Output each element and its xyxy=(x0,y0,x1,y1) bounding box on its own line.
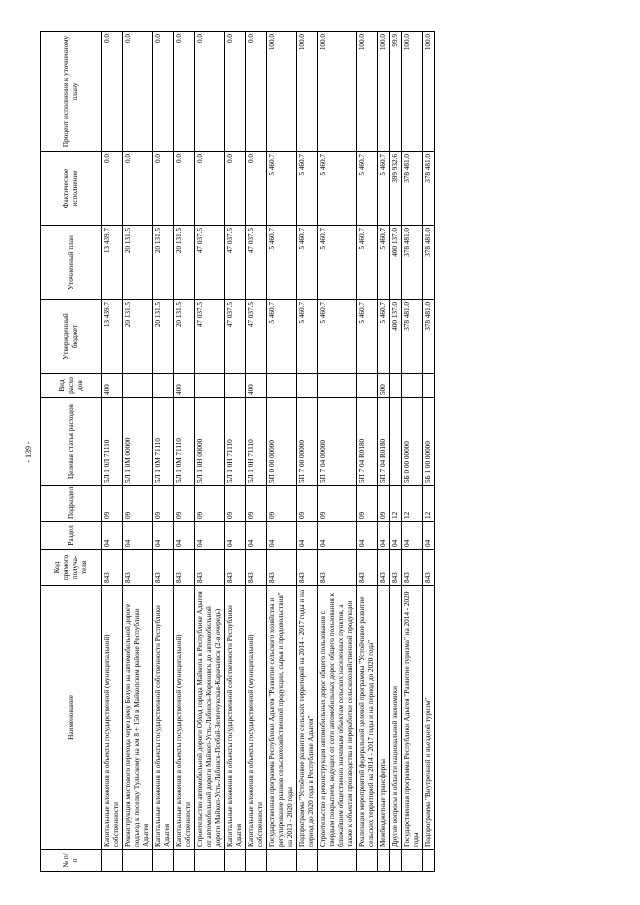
cell-target: 5Л 1 0Н 71110 xyxy=(246,398,267,486)
cell-refined: 378 481.0 xyxy=(402,226,423,300)
cell-approved: 400 137.0 xyxy=(390,300,402,374)
cell-code: 843 xyxy=(153,550,174,586)
cell-name: Межбюджетные трансферты xyxy=(378,586,390,850)
cell-subsection: 09 xyxy=(123,486,153,522)
cell-section: 04 xyxy=(378,522,390,550)
col-header-type: Вид расхо дов xyxy=(41,374,102,398)
cell-target: 5Л 1 0Н 00000 xyxy=(195,398,225,486)
table-header-row xyxy=(41,32,102,872)
table-row xyxy=(318,32,357,872)
cell-actual: 0.0 xyxy=(225,152,246,226)
cell-approved: 5 460.7 xyxy=(357,300,378,374)
table-row xyxy=(402,32,423,872)
table-row xyxy=(174,32,195,872)
cell-subsection: 09 xyxy=(378,486,390,522)
cell-name: Капитальные вложения в объекты государственной (муниципальной) собственности xyxy=(246,586,267,850)
cell-percent: 100.0 xyxy=(357,32,378,152)
cell-code: 843 xyxy=(297,550,318,586)
cell-subsection: 09 xyxy=(174,486,195,522)
cell-name: Капитальные вложения в объекты государственной (муниципальной) собственности xyxy=(102,586,123,850)
cell-subsection: 09 xyxy=(267,486,297,522)
cell-approved: 5 460.7 xyxy=(378,300,390,374)
cell-actual: 0.0 xyxy=(123,152,153,226)
table-row xyxy=(102,32,123,872)
rotated-content xyxy=(24,32,600,872)
cell-actual: 0.0 xyxy=(174,152,195,226)
cell-section: 04 xyxy=(390,522,402,550)
cell-section: 04 xyxy=(174,522,195,550)
cell-section: 04 xyxy=(225,522,246,550)
cell-subsection: 09 xyxy=(153,486,174,522)
cell-target: 5Л 1 0М 71110 xyxy=(174,398,195,486)
cell-approved: 13 439.7 xyxy=(102,300,123,374)
cell-actual: 0.0 xyxy=(102,152,123,226)
col-header-approved: Утвержденный бюджет xyxy=(41,300,102,374)
cell-name: Подпрограмма "Внутренний и въездной туризм" xyxy=(423,586,435,850)
cell-section: 04 xyxy=(246,522,267,550)
cell-target: 5П 7 04 R0180 xyxy=(357,398,378,486)
cell-percent: 0.0 xyxy=(123,32,153,152)
cell-code: 843 xyxy=(195,550,225,586)
cell-name: Капитальные вложения в объекты государственной собственности Республики Адыгея xyxy=(225,586,246,850)
cell-actual: 0.0 xyxy=(246,152,267,226)
cell-target: 5Л 1 0М 00000 xyxy=(123,398,153,486)
cell-n xyxy=(195,850,225,872)
table-row xyxy=(378,32,390,872)
cell-type: 400 xyxy=(246,374,267,398)
cell-refined: 13 439.7 xyxy=(102,226,123,300)
table-row xyxy=(390,32,402,872)
cell-name: Капитальные вложения в объекты государственной собственности Республики Адыгея xyxy=(153,586,174,850)
cell-target: 5П 7 04 R0180 xyxy=(378,398,390,486)
cell-n xyxy=(378,850,390,872)
cell-subsection: 09 xyxy=(357,486,378,522)
cell-percent: 99.9 xyxy=(390,32,402,152)
cell-refined: 5 460.7 xyxy=(357,226,378,300)
cell-name: Реализация мероприятий федеральной целевой программы "Устойчивое развитие сельских территорий на 2014 - 2017 годы и на период до 2020 года" xyxy=(357,586,378,850)
cell-target xyxy=(390,398,402,486)
cell-type xyxy=(225,374,246,398)
cell-refined: 5 460.7 xyxy=(267,226,297,300)
table-row xyxy=(153,32,174,872)
cell-approved: 5 460.7 xyxy=(318,300,357,374)
cell-refined: 5 460.7 xyxy=(378,226,390,300)
cell-section: 04 xyxy=(318,522,357,550)
cell-section: 04 xyxy=(402,522,423,550)
cell-section: 04 xyxy=(195,522,225,550)
cell-refined: 5 460.7 xyxy=(297,226,318,300)
cell-refined: 20 131.5 xyxy=(174,226,195,300)
cell-type xyxy=(123,374,153,398)
budget-table xyxy=(40,31,435,872)
cell-refined: 400 137.0 xyxy=(390,226,402,300)
cell-n xyxy=(102,850,123,872)
cell-name: Подпрограмма "Устойчивое развитие сельских территорий на 2014 - 2017 годы и на период до 2020 года в Республике Адыгея" xyxy=(297,586,318,850)
cell-name: Строительство автомобильной дороги Обход города Майкопа в Республике Адыгея от автомобильной дороги Майкоп-Усть-Лабинск-Кореновск до автомобильной дороги Майкоп-Усть-Лабинск-Псебай-Зеленчукская-Карачаевск (2-я очередь) xyxy=(195,586,225,850)
col-header-section: Раздел xyxy=(41,522,102,550)
cell-code: 843 xyxy=(378,550,390,586)
cell-section: 04 xyxy=(153,522,174,550)
cell-n xyxy=(318,850,357,872)
col-header-name: Наименование xyxy=(41,586,102,850)
cell-n xyxy=(423,850,435,872)
cell-percent: 100.0 xyxy=(267,32,297,152)
cell-code: 843 xyxy=(102,550,123,586)
cell-subsection: 09 xyxy=(318,486,357,522)
col-header-subsection: Подраздел xyxy=(41,486,102,522)
cell-code: 843 xyxy=(357,550,378,586)
cell-refined: 47 037.5 xyxy=(225,226,246,300)
table-row xyxy=(357,32,378,872)
cell-actual: 378 481.0 xyxy=(402,152,423,226)
cell-n xyxy=(246,850,267,872)
cell-name: Государственная программа Республики Адыгея "Развитие туризма" на 2014 - 2020 годы xyxy=(402,586,423,850)
table-body xyxy=(102,32,435,872)
col-header-percent: Процент исполнения к уточненному плану xyxy=(41,32,102,152)
cell-n xyxy=(267,850,297,872)
cell-actual: 0.0 xyxy=(153,152,174,226)
cell-code: 843 xyxy=(225,550,246,586)
cell-target: 5П 7 04 00000 xyxy=(318,398,357,486)
cell-subsection: 09 xyxy=(297,486,318,522)
cell-section: 04 xyxy=(423,522,435,550)
cell-n xyxy=(390,850,402,872)
cell-percent: 0.0 xyxy=(102,32,123,152)
cell-type xyxy=(357,374,378,398)
cell-name: Строительство и реконструкция автомобильных дорог общего пользования с твердым покрытием, ведущих от сети автомобильных дорог общего пользования к ближайшим общественно значимым объектам сельских населенных пунктов, а также к объектам производства и переработки сельскохозяйственной продукции xyxy=(318,586,357,850)
cell-target: 5П 0 00 00000 xyxy=(267,398,297,486)
cell-type xyxy=(153,374,174,398)
cell-percent: 100.0 xyxy=(423,32,435,152)
cell-target: 5Л 1 0Н 71110 xyxy=(225,398,246,486)
cell-approved: 20 131.5 xyxy=(153,300,174,374)
cell-actual: 0.0 xyxy=(195,152,225,226)
cell-actual: 5 460.7 xyxy=(318,152,357,226)
cell-name: Капитальные вложения в объекты государственной (муниципальной) собственности xyxy=(174,586,195,850)
cell-subsection: 09 xyxy=(246,486,267,522)
cell-type xyxy=(195,374,225,398)
cell-section: 04 xyxy=(102,522,123,550)
cell-type: 400 xyxy=(102,374,123,398)
cell-percent: 100.0 xyxy=(318,32,357,152)
cell-type: 500 xyxy=(378,374,390,398)
cell-type xyxy=(297,374,318,398)
cell-approved: 20 131.5 xyxy=(123,300,153,374)
cell-approved: 5 460.7 xyxy=(297,300,318,374)
col-header-refined: Уточненный план xyxy=(41,226,102,300)
cell-percent: 0.0 xyxy=(174,32,195,152)
cell-type xyxy=(402,374,423,398)
cell-actual: 5 460.7 xyxy=(357,152,378,226)
cell-target: 5Л 1 0Л 71110 xyxy=(102,398,123,486)
col-header-code: Код прямого получа-теля xyxy=(41,550,102,586)
table-row xyxy=(195,32,225,872)
cell-type: 400 xyxy=(174,374,195,398)
cell-code: 843 xyxy=(267,550,297,586)
cell-refined: 5 460.7 xyxy=(318,226,357,300)
cell-subsection: 12 xyxy=(390,486,402,522)
cell-code: 843 xyxy=(318,550,357,586)
cell-percent: 0.0 xyxy=(153,32,174,152)
cell-refined: 47 037.5 xyxy=(246,226,267,300)
table-row xyxy=(297,32,318,872)
cell-code: 843 xyxy=(402,550,423,586)
cell-percent: 100.0 xyxy=(402,32,423,152)
cell-name: Государственная программа Республики Адыгея "Развитие сельского хозяйства и регулирование рынков сельскохозяйственной продукции, сырья и продовольствия" на 2013 - 2020 годы xyxy=(267,586,297,850)
cell-section: 04 xyxy=(267,522,297,550)
cell-approved: 47 037.5 xyxy=(225,300,246,374)
page-number: - 139 - xyxy=(24,441,33,463)
cell-n xyxy=(123,850,153,872)
cell-code: 843 xyxy=(123,550,153,586)
cell-target: 5Б 0 00 00000 xyxy=(402,398,423,486)
cell-actual: 5 460.7 xyxy=(267,152,297,226)
cell-percent: 0.0 xyxy=(246,32,267,152)
cell-refined: 20 131.5 xyxy=(153,226,174,300)
cell-percent: 100.0 xyxy=(297,32,318,152)
cell-approved: 47 037.5 xyxy=(246,300,267,374)
cell-approved: 5 460.7 xyxy=(267,300,297,374)
cell-percent: 100.0 xyxy=(378,32,390,152)
cell-name: Другие вопросы в области национальной экономики xyxy=(390,586,402,850)
table-row xyxy=(423,32,435,872)
cell-percent: 0.0 xyxy=(225,32,246,152)
cell-n xyxy=(357,850,378,872)
cell-n xyxy=(153,850,174,872)
table-row xyxy=(267,32,297,872)
cell-actual: 5 460.7 xyxy=(297,152,318,226)
cell-refined: 378 481.0 xyxy=(423,226,435,300)
cell-code: 843 xyxy=(390,550,402,586)
cell-target: 5Б 1 00 00000 xyxy=(423,398,435,486)
table-row xyxy=(123,32,153,872)
table-row xyxy=(225,32,246,872)
cell-code: 843 xyxy=(423,550,435,586)
cell-percent: 0.0 xyxy=(195,32,225,152)
cell-section: 04 xyxy=(123,522,153,550)
col-header-actual: Фактическое исполнение xyxy=(41,152,102,226)
cell-approved: 20 131.5 xyxy=(174,300,195,374)
col-header-n: № п/п xyxy=(41,850,102,872)
cell-type xyxy=(267,374,297,398)
cell-actual: 399 932.6 xyxy=(390,152,402,226)
table-row xyxy=(246,32,267,872)
col-header-target: Целевая статья расходов xyxy=(41,398,102,486)
cell-subsection: 09 xyxy=(225,486,246,522)
cell-code: 843 xyxy=(174,550,195,586)
cell-section: 04 xyxy=(357,522,378,550)
cell-type xyxy=(318,374,357,398)
cell-section: 04 xyxy=(297,522,318,550)
cell-approved: 47 037.5 xyxy=(195,300,225,374)
cell-actual: 5 460.7 xyxy=(378,152,390,226)
cell-type xyxy=(423,374,435,398)
cell-subsection: 12 xyxy=(423,486,435,522)
cell-actual: 378 481.0 xyxy=(423,152,435,226)
cell-target: 5П 7 00 00000 xyxy=(297,398,318,486)
cell-refined: 47 037.5 xyxy=(195,226,225,300)
cell-approved: 378 481.0 xyxy=(423,300,435,374)
cell-n xyxy=(225,850,246,872)
cell-subsection: 12 xyxy=(402,486,423,522)
cell-approved: 378 481.0 xyxy=(402,300,423,374)
cell-n xyxy=(402,850,423,872)
cell-target: 5Л 1 0М 71110 xyxy=(153,398,174,486)
cell-n xyxy=(174,850,195,872)
cell-name: Реконструкция мостового перехода через реку Белую на автомобильной дороге подъезд к поселку Тульскому на км 8 + 150 в Майкопском районе Республики Адыгея xyxy=(123,586,153,850)
cell-code: 843 xyxy=(246,550,267,586)
cell-n xyxy=(297,850,318,872)
cell-refined: 20 131.5 xyxy=(123,226,153,300)
cell-subsection: 09 xyxy=(195,486,225,522)
cell-type xyxy=(390,374,402,398)
cell-subsection: 09 xyxy=(102,486,123,522)
